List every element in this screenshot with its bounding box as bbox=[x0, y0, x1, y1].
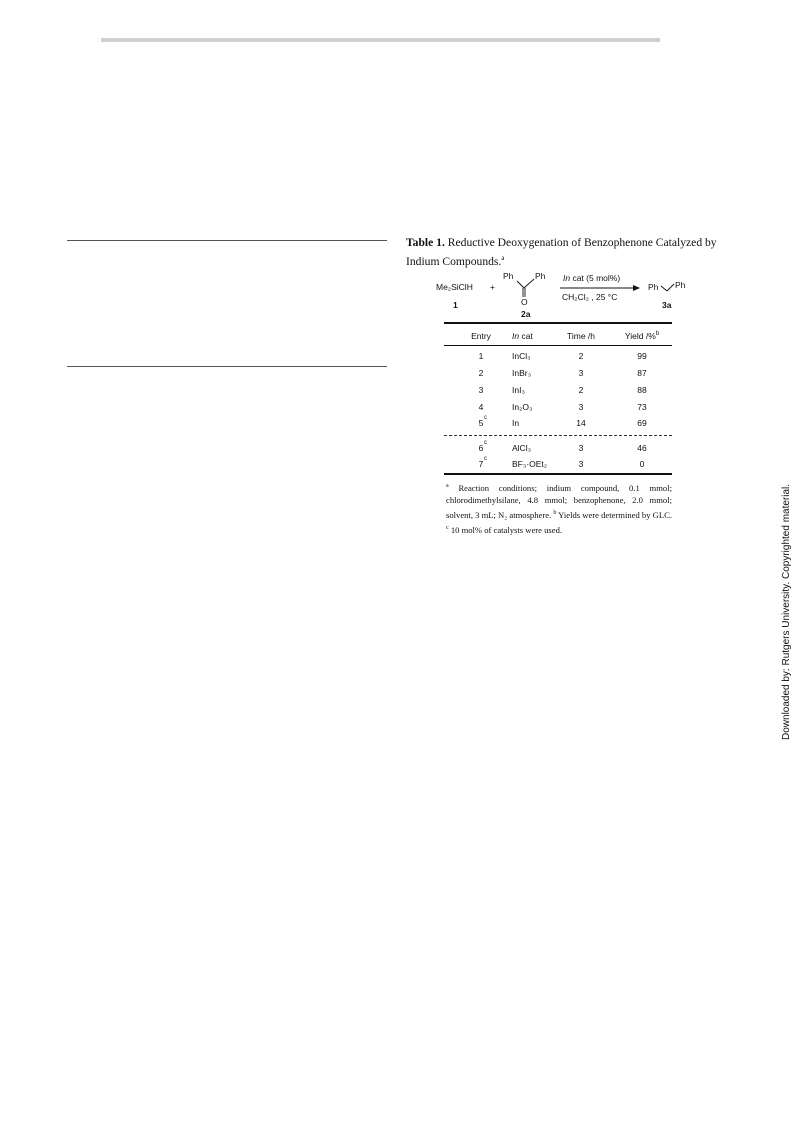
row-entry: 5 bbox=[478, 418, 484, 428]
ketone-id: 2a bbox=[521, 309, 531, 319]
caption-footnote-marker: a bbox=[501, 253, 505, 262]
row-entry: 4 bbox=[478, 402, 484, 412]
row-yield: 0 bbox=[639, 459, 645, 469]
row-catalyst: BF₃·OEt₂ bbox=[512, 459, 548, 469]
header-catalyst: In cat bbox=[512, 331, 533, 341]
row-catalyst: In₂O₃ bbox=[512, 402, 533, 412]
row-entry: 2 bbox=[478, 368, 484, 378]
row-entry-footnote-marker: c bbox=[484, 415, 487, 421]
product-ph-right: Ph bbox=[675, 280, 686, 290]
reagent-silane-id: 1 bbox=[453, 300, 458, 310]
row-yield: 87 bbox=[637, 368, 647, 378]
table-top-rule bbox=[444, 322, 672, 324]
table-title: Reductive Deoxygenation of Benzophenone Catalyzed by Indium Compounds. bbox=[406, 236, 717, 268]
left-column-rule-bottom bbox=[67, 366, 387, 367]
ketone-oxygen: O bbox=[521, 297, 528, 307]
row-time: 3 bbox=[578, 459, 584, 469]
row-yield: 46 bbox=[637, 443, 647, 453]
ketone-ph-left: Ph bbox=[503, 271, 514, 281]
footnote-a: Reaction conditions; indium compound, 0.1 mmol; chlorodimethylsilane, 4.8 mmol; benzophenone, 2.0 mmol; solvent, 3 mL; N₂ atmosphere. bbox=[446, 482, 672, 520]
footnote-c: 10 mol% of catalysts were used. bbox=[448, 524, 563, 535]
header-time: Time /h bbox=[566, 331, 596, 341]
footnote-c-marker: c bbox=[446, 524, 449, 531]
ketone-structure bbox=[516, 278, 540, 300]
table-bottom-rule bbox=[444, 473, 672, 475]
row-catalyst: In bbox=[512, 418, 520, 428]
header-entry: Entry bbox=[471, 331, 491, 341]
footnote-b-marker: b bbox=[553, 510, 557, 517]
header-yield: Yield /%$^b$ bbox=[624, 331, 660, 341]
row-time: 3 bbox=[578, 368, 584, 378]
row-time: 14 bbox=[576, 418, 586, 428]
catalyst-label: In cat (5 mol%) bbox=[563, 273, 621, 283]
row-entry: 6 bbox=[478, 443, 484, 453]
product-ph-left: Ph bbox=[648, 282, 659, 292]
row-entry: 7 bbox=[478, 459, 484, 469]
left-column-rule-top bbox=[67, 240, 387, 241]
plus-sign: + bbox=[490, 282, 495, 292]
table-divider-dashed bbox=[444, 435, 672, 436]
row-catalyst: InI₃ bbox=[512, 385, 525, 395]
row-yield: 99 bbox=[637, 351, 647, 361]
row-yield: 69 bbox=[637, 418, 647, 428]
footnote-b: Yields were determined by GLC. bbox=[556, 509, 672, 520]
product-id: 3a bbox=[662, 300, 672, 310]
row-catalyst: InCl₃ bbox=[512, 351, 531, 361]
row-catalyst: AlCl₃ bbox=[512, 443, 532, 453]
reaction-scheme bbox=[420, 265, 720, 320]
header-rule bbox=[101, 38, 660, 42]
row-yield: 73 bbox=[637, 402, 647, 412]
row-entry-footnote-marker: c bbox=[484, 440, 487, 446]
row-catalyst: InBr₃ bbox=[512, 368, 532, 378]
row-entry: 1 bbox=[478, 351, 484, 361]
table-label: Table 1. bbox=[406, 236, 445, 249]
ketone-ph-right: Ph bbox=[535, 271, 546, 281]
row-yield: 88 bbox=[637, 385, 647, 395]
reaction-arrow bbox=[560, 285, 640, 291]
table-caption bbox=[406, 235, 718, 269]
table-header-rule bbox=[444, 345, 672, 346]
download-watermark: Downloaded by: Rutgers University. Copyrighted material. bbox=[781, 483, 792, 740]
row-time: 3 bbox=[578, 443, 584, 453]
row-time: 2 bbox=[578, 351, 584, 361]
row-time: 3 bbox=[578, 402, 584, 412]
table-footnotes bbox=[446, 480, 672, 536]
row-time: 2 bbox=[578, 385, 584, 395]
reagent-silane: Me₂SiClH bbox=[436, 282, 473, 292]
footnote-a-marker: a bbox=[446, 483, 449, 489]
row-entry: 3 bbox=[478, 385, 484, 395]
reaction-conditions: CH₂Cl₂ , 25 °C bbox=[562, 292, 618, 302]
row-entry-footnote-marker: c bbox=[484, 456, 487, 462]
